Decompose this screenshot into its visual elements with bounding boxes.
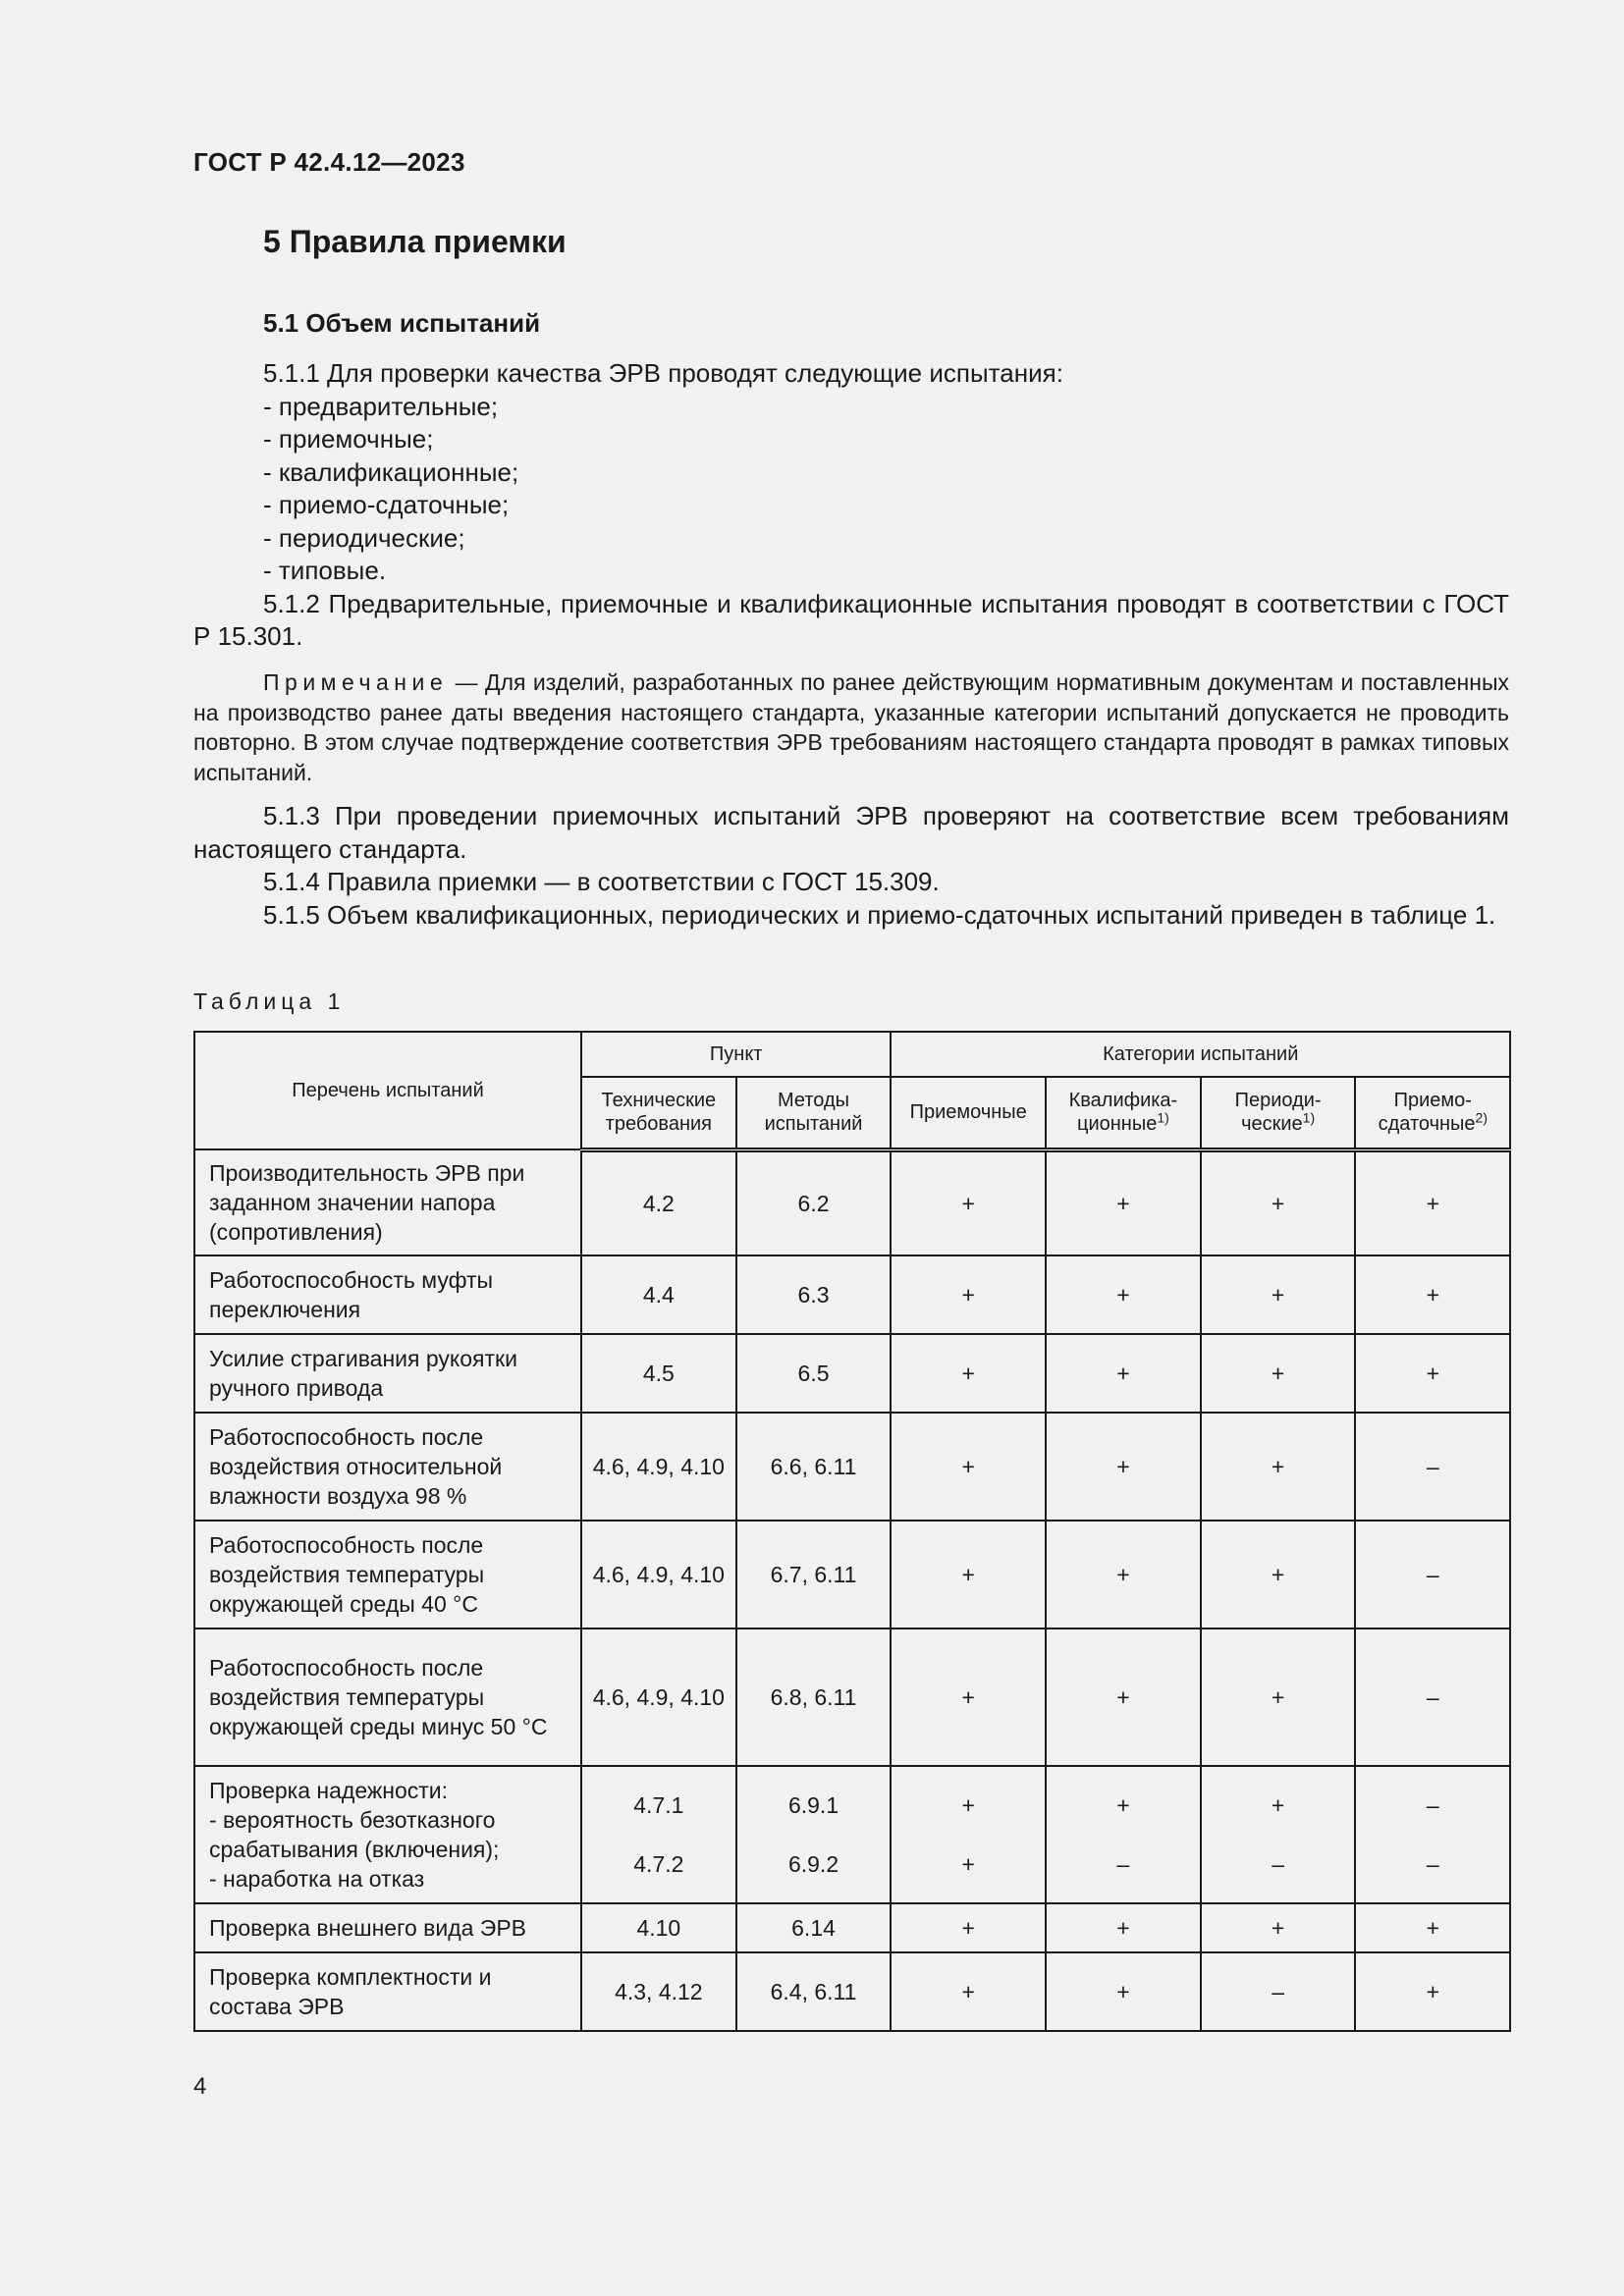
cell-test-name: Работоспособность после воздействия температуры окружающей среды 40 °С [194, 1521, 581, 1629]
cell-periodic: + [1201, 1413, 1356, 1521]
cell-method: 6.7, 6.11 [736, 1521, 892, 1629]
cell-qualification: + [1046, 1903, 1201, 1952]
cell-method-1: 6.9.1 [787, 1792, 839, 1818]
cell-test-name: Работоспособность после воздействия относительной влажности воздуха 98 % [194, 1413, 581, 1521]
cell-req-2: 4.7.2 [633, 1851, 684, 1877]
cell-method: 6.14 [736, 1903, 892, 1952]
header-methods: Методы испытаний [736, 1077, 892, 1149]
cell-acceptance: + [891, 1413, 1046, 1521]
cell-periodic-1: + [1271, 1792, 1285, 1818]
cell-acceptance: + [891, 1629, 1046, 1766]
cell-delivery: – [1355, 1413, 1510, 1521]
cell-req: 4.2 [581, 1149, 736, 1255]
header-qualification-label: Квалифика-ционные [1068, 1090, 1178, 1136]
header-clause: Пункт [581, 1032, 891, 1077]
cell-qualification: + [1046, 1334, 1201, 1413]
document-code: ГОСТ Р 42.4.12—2023 [193, 147, 465, 177]
cell-req: 4.6, 4.9, 4.10 [581, 1413, 736, 1521]
cell-test-name: Производительность ЭРВ при заданном значении напора (сопротивления) [194, 1149, 581, 1255]
cell-test-name: Проверка внешнего вида ЭРВ [194, 1903, 581, 1952]
paragraph-5-1-5: 5.1.5 Объем квалификационных, периодических и приемо-сдаточных испытаний приведен в таблице 1. [263, 899, 1496, 930]
note [193, 667, 1509, 787]
table-row [194, 1255, 1510, 1334]
cell-acceptance: + [891, 1334, 1046, 1413]
cell-method: 6.4, 6.11 [736, 1952, 892, 2031]
cell-periodic-2: – [1272, 1851, 1284, 1877]
table-row [194, 1149, 1510, 1255]
cell-req: 4.3, 4.12 [581, 1952, 736, 2031]
cell-delivery-1: – [1426, 1792, 1439, 1818]
cell-periodic: + [1201, 1334, 1356, 1413]
cell-acceptance: + [891, 1255, 1046, 1334]
cell-qualification: + [1046, 1952, 1201, 2031]
footnote-mark: 1) [1302, 1109, 1316, 1126]
list-item: - квалификационные; [263, 456, 519, 487]
paragraph-5-1-2: 5.1.2 Предварительные, приемочные и квалификационные испытания проводят в соответствии с ГОСТ Р 15.301. [193, 588, 1509, 651]
cell-req [581, 1766, 736, 1903]
cell-periodic: + [1201, 1255, 1356, 1334]
reliability-sub2: - наработка на отказ [209, 1866, 425, 1892]
cell-test-name: Усилие страгивания рукоятки ручного привода [194, 1334, 581, 1413]
cell-delivery: – [1355, 1521, 1510, 1629]
cell-delivery: – [1355, 1629, 1510, 1766]
header-categories: Категории испытаний [891, 1032, 1510, 1077]
table-row [194, 1903, 1510, 1952]
header-list-of-tests: Перечень испытаний [194, 1032, 581, 1149]
header-periodic-label: Периоди-ческие [1234, 1090, 1322, 1136]
cell-method: 6.5 [736, 1334, 892, 1413]
cell-delivery: + [1355, 1149, 1510, 1255]
cell-qualification: + [1046, 1521, 1201, 1629]
table-row [194, 1521, 1510, 1629]
list-item: - типовые. [263, 556, 387, 585]
list-item: - предварительные; [263, 391, 499, 421]
list-item: - периодические; [263, 522, 465, 553]
cell-periodic: + [1201, 1149, 1356, 1255]
cell-req: 4.5 [581, 1334, 736, 1413]
cell-method-2: 6.9.2 [787, 1851, 839, 1877]
header-acceptance: Приемочные [891, 1077, 1046, 1149]
cell-delivery: + [1355, 1334, 1510, 1413]
paragraph-5-1-3: 5.1.3 При проведении приемочных испытаний ЭРВ проверяют на соответствие всем требованиям настоящего стандарта. [193, 801, 1509, 864]
cell-qualification: + [1046, 1255, 1201, 1334]
header-periodic [1201, 1077, 1356, 1149]
footnote-mark: 2) [1475, 1109, 1488, 1126]
cell-acceptance: + [891, 1903, 1046, 1952]
table-row-reliability [194, 1766, 1510, 1903]
table-caption: Таблица 1 [193, 988, 346, 1014]
cell-delivery-2: – [1426, 1851, 1439, 1877]
cell-test-name [194, 1766, 581, 1903]
cell-delivery: + [1355, 1255, 1510, 1334]
footnote-mark: 1) [1157, 1109, 1169, 1126]
paragraph-5-1-4: 5.1.4 Правила приемки — в соответствии с ГОСТ 15.309. [263, 867, 940, 896]
cell-req-1: 4.7.1 [633, 1792, 684, 1818]
cell-periodic: + [1201, 1629, 1356, 1766]
table-row [194, 1334, 1510, 1413]
cell-req: 4.6, 4.9, 4.10 [581, 1629, 736, 1766]
header-tech-req: Технические требования [581, 1077, 736, 1149]
cell-acceptance: + [891, 1149, 1046, 1255]
paragraph-block-2 [193, 800, 1509, 932]
cell-test-name: Проверка комплектности и состава ЭРВ [194, 1952, 581, 2031]
paragraph-5-1-1: 5.1.1 Для проверки качества ЭРВ проводят следующие испытания: [263, 358, 1063, 388]
cell-periodic: + [1201, 1521, 1356, 1629]
cell-method: 6.2 [736, 1149, 892, 1255]
cell-periodic: + [1201, 1903, 1356, 1952]
table-row [194, 1413, 1510, 1521]
cell-acceptance: + [891, 1521, 1046, 1629]
table-row [194, 1952, 1510, 2031]
cell-test-name: Работоспособность после воздействия температуры окружающей среды минус 50 °С [194, 1629, 581, 1766]
cell-qualification: + [1046, 1413, 1201, 1521]
header-delivery-label: Приемо-сдаточные [1378, 1090, 1476, 1136]
cell-periodic: – [1201, 1952, 1356, 2031]
cell-method: 6.8, 6.11 [736, 1629, 892, 1766]
reliability-sub1: - вероятность безотказного срабатывания (включения); [209, 1807, 500, 1862]
paragraph-block-1 [193, 357, 1509, 654]
header-delivery [1355, 1077, 1510, 1149]
cell-method: 6.3 [736, 1255, 892, 1334]
cell-qualification: + [1046, 1149, 1201, 1255]
cell-periodic [1201, 1766, 1356, 1903]
cell-acceptance: + [891, 1952, 1046, 2031]
cell-acceptance-2: + [961, 1851, 975, 1877]
cell-qualification: + [1046, 1629, 1201, 1766]
subsection-title: 5.1 Объем испытаний [263, 308, 541, 338]
cell-req: 4.4 [581, 1255, 736, 1334]
cell-qualification-2: – [1116, 1851, 1130, 1877]
page-number: 4 [193, 2073, 207, 2100]
tests-table [193, 1031, 1511, 2032]
cell-delivery: + [1355, 1903, 1510, 1952]
reliability-title: Проверка надежности: [209, 1778, 449, 1803]
cell-method [736, 1766, 892, 1903]
cell-req: 4.10 [581, 1903, 736, 1952]
cell-test-name: Работоспособность муфты переключения [194, 1255, 581, 1334]
list-item: - приемо-сдаточные; [263, 490, 510, 519]
cell-qualification-1: + [1116, 1792, 1130, 1818]
cell-acceptance-1: + [961, 1792, 975, 1818]
cell-method: 6.6, 6.11 [736, 1413, 892, 1521]
cell-acceptance [891, 1766, 1046, 1903]
cell-delivery: + [1355, 1952, 1510, 2031]
note-text: — Для изделий, разработанных по ранее действующим нормативным документам и поставленных на производство ранее даты введения настоящего стандарта, указанные категории испытаний допускается не проводить повторно. В этом случае подтверждение соответствия ЭРВ требованиям настоящего стандарта проводят в рамках типовых испытаний. [193, 669, 1509, 785]
cell-qualification [1046, 1766, 1201, 1903]
table-row [194, 1629, 1510, 1766]
header-qualification [1046, 1077, 1201, 1149]
cell-req: 4.6, 4.9, 4.10 [581, 1521, 736, 1629]
note-label: Примечание [263, 669, 449, 695]
section-title: 5 Правила приемки [263, 224, 567, 259]
cell-delivery [1355, 1766, 1510, 1903]
list-item: - приемочные; [263, 424, 434, 454]
